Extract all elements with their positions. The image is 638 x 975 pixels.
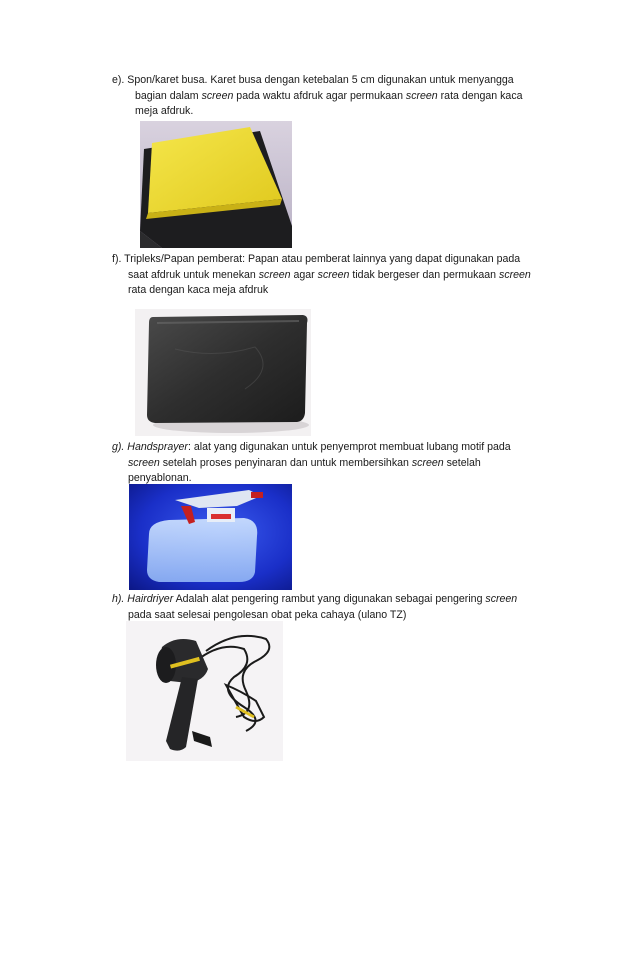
italic-term: g). Handsprayer	[112, 441, 188, 453]
item-g-line-2: screen setelah proses penyinaran dan untuk membersihkan screen setelah	[128, 456, 481, 469]
item-h-line-1: h). Hairdriyer Adalah alat pengering rambut yang digunakan sebagai pengering screen	[112, 593, 518, 605]
italic-term: screen	[485, 593, 518, 605]
item-h-text	[112, 592, 517, 623]
italic-term: h). Hairdriyer	[112, 593, 174, 605]
hand-sprayer-image	[129, 484, 292, 590]
italic-term: screen	[258, 268, 291, 281]
foam-sponge-image	[140, 121, 292, 248]
item-g-line-1: g). Handsprayer: alat yang digunakan untuk penyemprot membuat lubang motif pada	[112, 441, 511, 453]
italic-term: screen	[317, 268, 350, 281]
item-h-line-2: pada saat selesai pengolesan obat peka cahaya (ulano TZ)	[128, 608, 407, 621]
italic-term: screen	[499, 268, 531, 281]
item-g-line-3: penyablonan.	[128, 472, 192, 484]
item-f-line-3: rata dengan kaca meja afdruk	[128, 284, 269, 296]
italic-term: screen	[411, 456, 444, 469]
item-e-line-3: meja afdruk.	[135, 105, 194, 117]
item-f-line-2: saat afdruk untuk menekan screen agar screen tidak bergeser dan permukaan screen	[128, 268, 531, 281]
italic-term: screen	[405, 89, 438, 102]
italic-term: screen	[201, 89, 234, 102]
weight-board-image	[135, 309, 311, 436]
item-e-line-2: bagian dalam screen pada waktu afdruk agar permukaan screen rata dengan kaca	[135, 89, 523, 102]
item-e-text	[112, 73, 523, 120]
italic-term: screen	[128, 456, 160, 469]
item-g-text	[112, 440, 511, 487]
hair-dryer-image	[126, 621, 283, 761]
item-e-line-1: e). Spon/karet busa. Karet busa dengan ketebalan 5 cm digunakan untuk menyangga	[112, 74, 514, 86]
item-f-line-1: f). Tripleks/Papan pemberat: Papan atau pemberat lainnya yang dapat digunakan pada	[112, 253, 521, 265]
item-f-text	[112, 252, 531, 299]
